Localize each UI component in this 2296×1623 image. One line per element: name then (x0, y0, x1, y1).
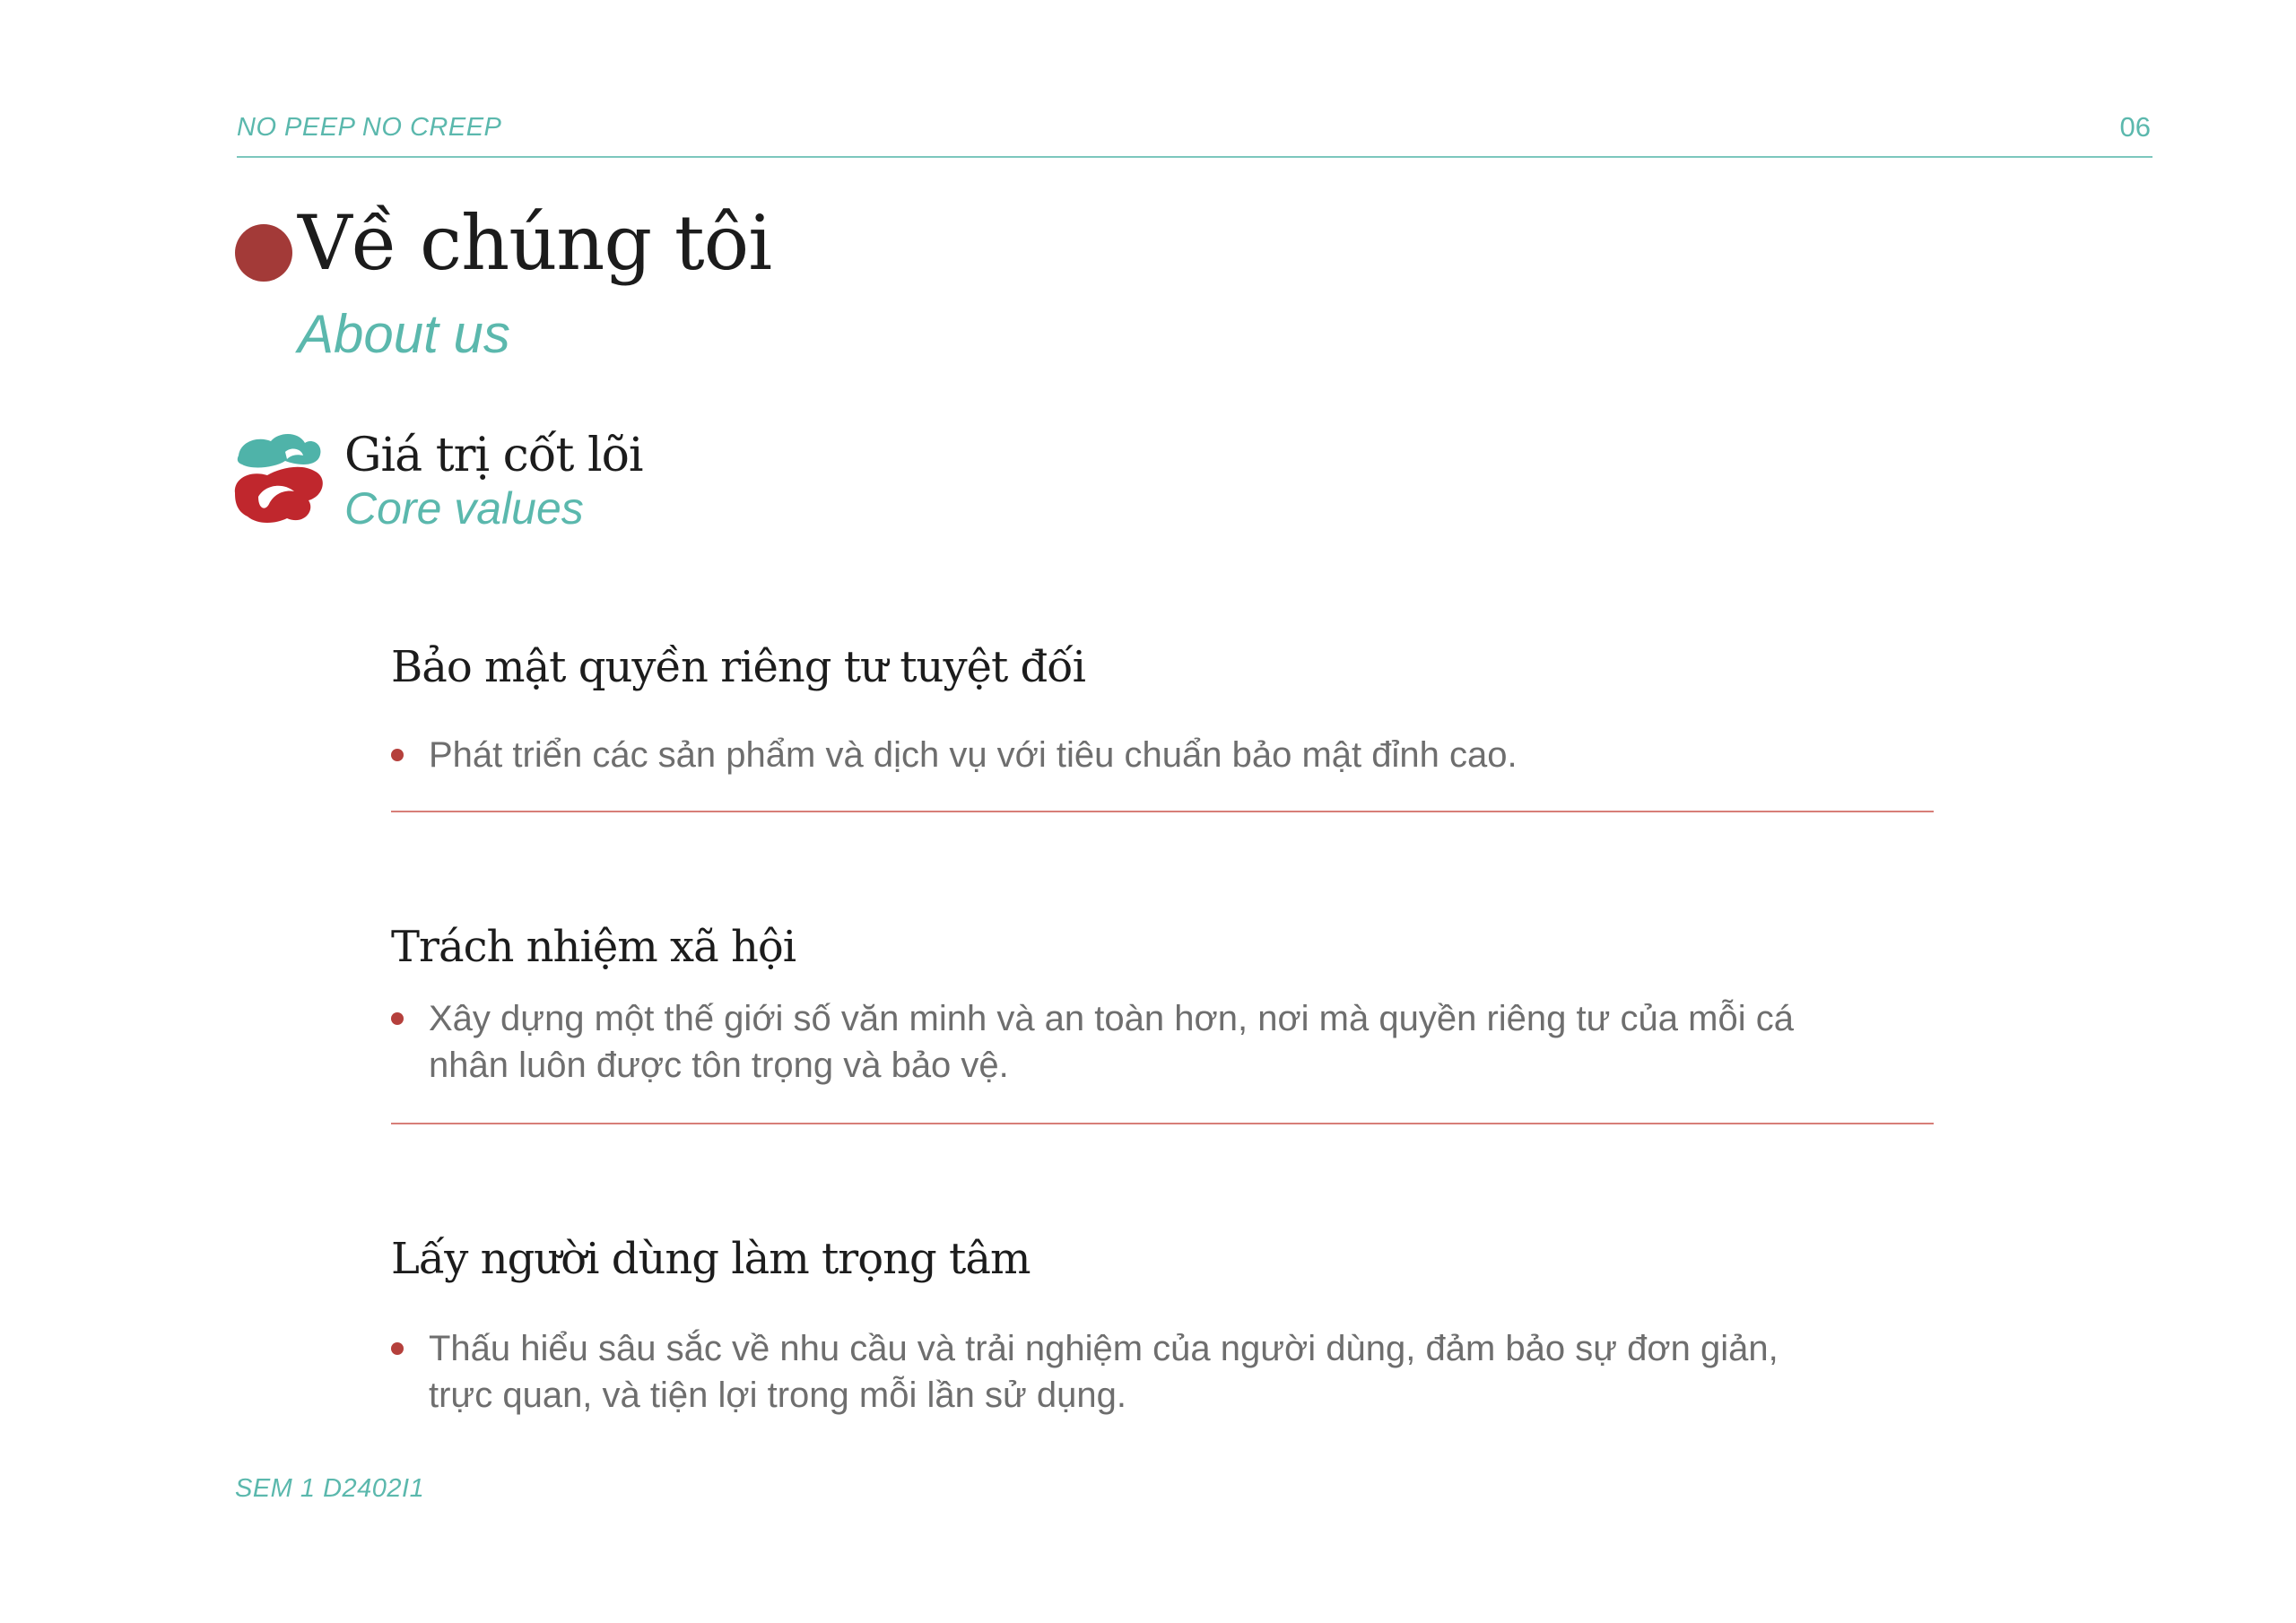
value-title-privacy: Bảo mật quyền riêng tư tuyệt đối (391, 642, 1085, 692)
title-dot-icon (235, 224, 292, 282)
page-title: Về chúng tôi (298, 199, 772, 287)
list-item (391, 732, 1826, 778)
page-subtitle: About us (298, 304, 510, 364)
value-title-social-responsibility: Trách nhiệm xã hội (391, 922, 796, 972)
page-number: 06 (2119, 111, 2151, 143)
value-body-social-responsibility: Xây dựng một thế giới số văn minh và an toàn hơn, nơi mà quyền riêng tư của mỗi cá nhân luôn được tôn trọng và bảo vệ. (429, 999, 1794, 1085)
logo-teal-shape (238, 434, 321, 467)
bullet-icon (391, 1342, 404, 1355)
value-list-privacy (391, 732, 1826, 778)
value-list-user-centric (391, 1325, 1826, 1419)
header-divider (237, 156, 2152, 158)
bullet-icon (391, 749, 404, 761)
brand-name: NO PEEP NO CREEP (237, 113, 502, 142)
bullet-icon (391, 1012, 404, 1025)
section-subtitle: Core values (344, 483, 584, 534)
list-item (391, 1325, 1826, 1419)
section-title: Giá trị cốt lõi (344, 429, 643, 482)
section-divider (391, 811, 1934, 812)
brand-logo-icon (231, 429, 330, 527)
value-title-user-centric: Lấy người dùng làm trọng tâm (391, 1234, 1031, 1284)
list-item (391, 995, 1826, 1089)
footer-code: SEM 1 D2402I1 (235, 1474, 425, 1503)
value-list-social-responsibility (391, 995, 1826, 1089)
value-body-user-centric: Thấu hiểu sâu sắc về nhu cầu và trải nghiệm của người dùng, đảm bảo sự đơn giản, trực quan, và tiện lợi trong mỗi lần sử dụng. (429, 1329, 1779, 1415)
logo-red-shape (235, 467, 323, 523)
section-divider (391, 1123, 1934, 1124)
value-body-privacy: Phát triển các sản phẩm và dịch vụ với tiêu chuẩn bảo mật đỉnh cao. (429, 735, 1518, 775)
